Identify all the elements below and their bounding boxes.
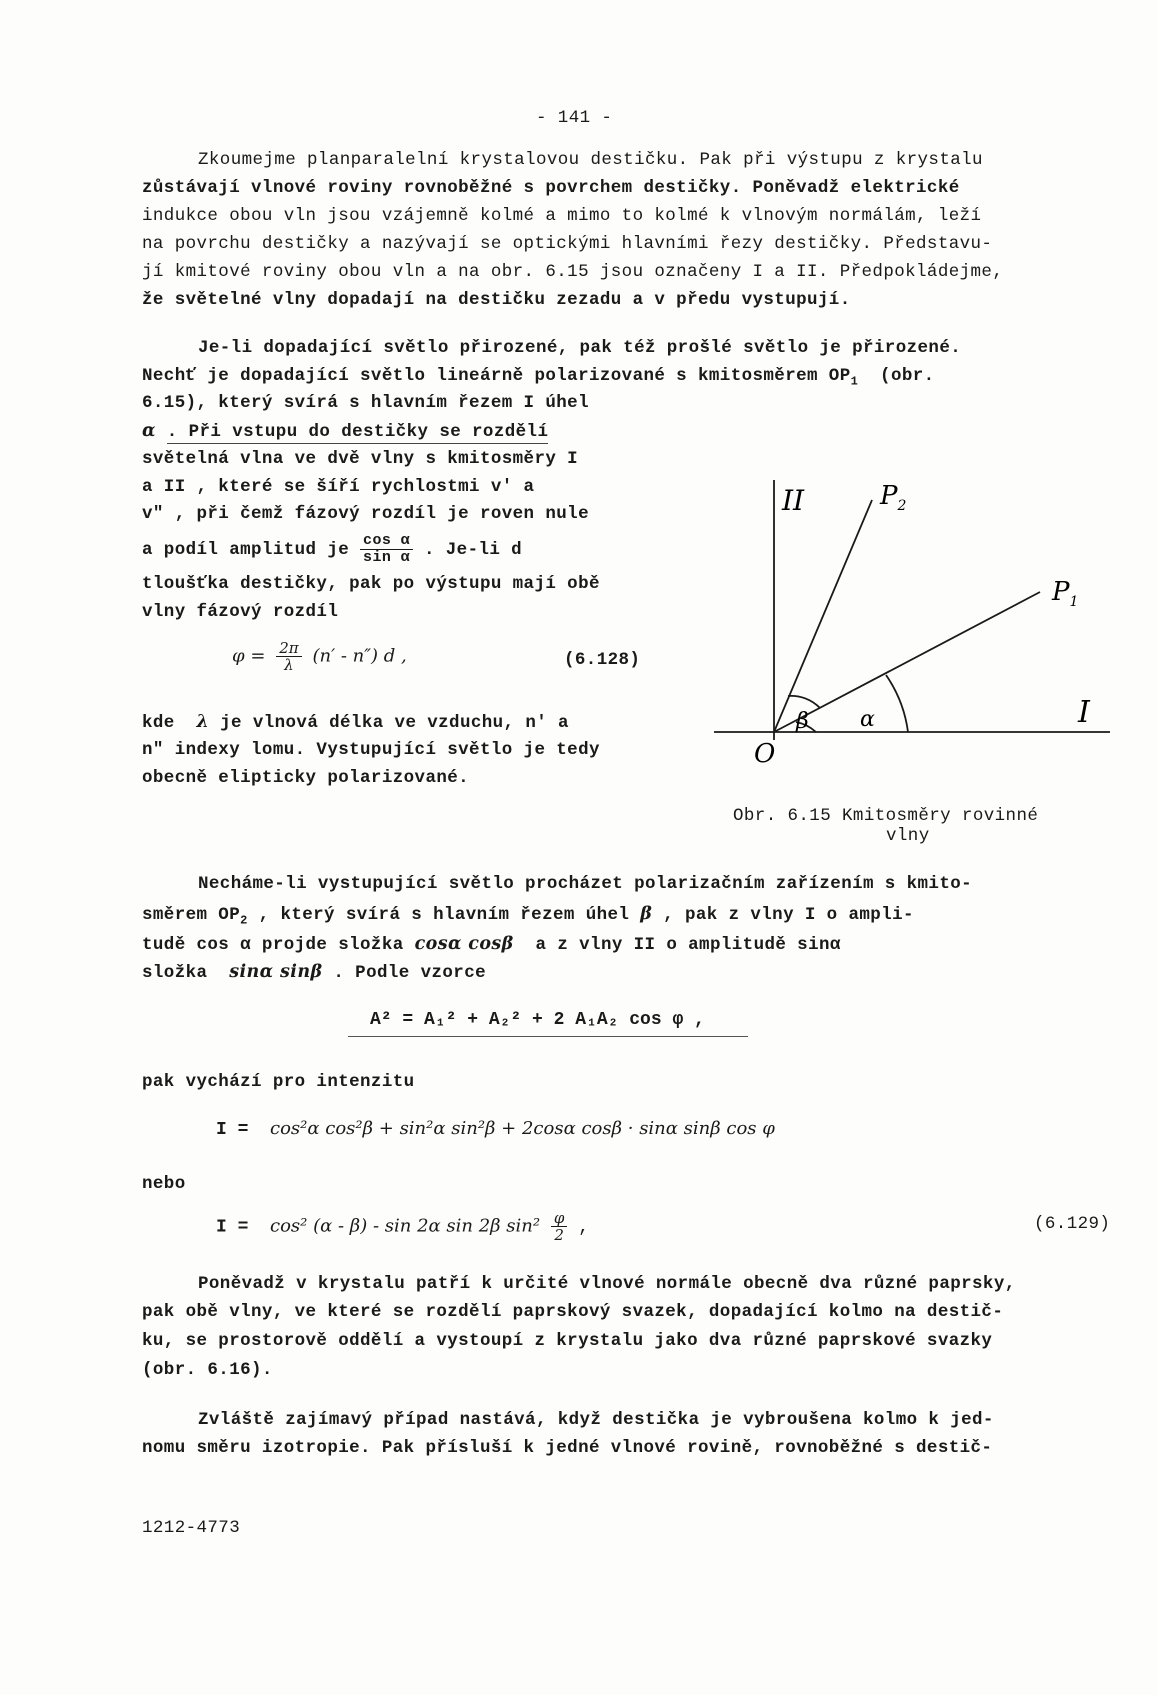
text-span: a z vlny II o amplitudě sinα [535,935,841,955]
fraction-numerator: cos α [360,533,413,550]
text-line: pak obě vlny, ve které se rozdělí paprskový svazek, dopadající kolmo na destič- [142,1302,1004,1322]
equation-lhs: I = [216,1217,249,1238]
text-line [142,904,914,928]
alpha-symbol: α [142,421,156,441]
fraction-numerator: φ [551,1210,568,1227]
text-line: na povrchu destičky a nazývají se optickými hlavními řezy destičky. Představu- [142,234,993,254]
text-line: Je-li dopadající světlo přirozené, pak též prošlé světlo je přirozené. [198,338,962,358]
equation-underline [348,1036,748,1037]
equation-tail: , [578,1217,590,1238]
alpha-arc [886,675,908,732]
equation-rhs: cos² (α - β) - sin 2α sin 2β sin² [270,1215,541,1237]
text-line: zůstávají vlnové roviny rovnoběžné s povrchem destičky. Poněvadž elektrické [142,178,960,198]
text-span: tudě cos α projde složka [142,935,404,955]
text-line [142,366,935,389]
text-span: (obr. [880,366,935,386]
label-beta: β [796,709,809,734]
text-span: složka [142,963,208,983]
text-line: a II , které se šíří rychlostmi v′ a [142,477,535,497]
text-line: Zvláště zajímavý případ nastává, když destička je vybroušena kolmo k jed- [198,1410,994,1430]
text-line [142,962,486,983]
beta-arc-outer [788,696,820,708]
page-number: - 141 - [536,108,613,128]
figure-caption: Obr. 6.15 Kmitosměry rovinné [733,806,1039,826]
text-span: . Je-li d [423,540,523,561]
equation-amplitude: A² = A₁² + A₂² + 2 A₁A₂ cos φ , [370,1010,705,1030]
text-span: směrem OP [142,905,241,925]
subscript: 1 [850,374,859,389]
text-span: je vlnová délka ve vzduchu, n′ a [220,713,569,733]
math-span: cosα cosβ [414,934,514,954]
ray-P2 [774,500,872,732]
text-line: pak vychází pro intenzitu [142,1072,415,1092]
text-line: ku, se prostorově oddělí a vystoupí z krystalu jako dva různé paprskové svazky [142,1331,993,1351]
equation-fraction [551,1210,568,1243]
amplitude-ratio-fraction [360,533,413,566]
label-P1: $P_1$ [1052,577,1079,610]
label-alpha: α [860,707,875,732]
math-span: sinα sinβ [229,962,323,982]
document-code: 1212-4773 [142,1518,241,1538]
label-I: I [1078,695,1090,730]
label-P2: $P_2$ [880,481,907,514]
equation-rhs: (n′ - n″) d , [312,645,407,667]
text-span: kde [142,713,175,733]
label-O: O [754,739,776,769]
text-line: (obr. 6.16). [142,1360,273,1380]
text-span: , pak z vlny I o ampli- [663,905,914,925]
text-span: a podíl amplitud je [142,540,350,561]
fraction-denominator: 2 [554,1226,564,1244]
text-line: nebo [142,1174,186,1194]
text-span: Nechť je dopadající světlo lineárně polarizované s kmitosměrem OP [142,366,851,386]
text-line [142,712,569,733]
ray-P1 [774,592,1040,732]
equation-6-128 [232,640,407,673]
text-line: v" , při čemž fázový rozdíl je roven nule [142,504,589,524]
text-line: 6.15), který svírá s hlavním řezem I úhel [142,393,589,413]
equation-lhs: I = [216,1120,249,1140]
beta-symbol: β [640,904,653,924]
text-line: vlny fázový rozdíl [142,602,339,622]
fraction-numerator: 2π [276,640,301,657]
equation-6-129 [216,1210,589,1243]
lambda-symbol: λ [196,712,210,732]
text-line: že světelné vlny dopadají na destičku zezadu a v předu vystupují. [142,290,851,310]
text-line [142,934,841,955]
equation-lhs: φ = [232,645,266,667]
fraction-denominator: sin α [363,549,411,566]
equation-label: (6.128) [564,650,641,670]
text-line [142,421,548,442]
equation-intensity [216,1118,775,1140]
text-span: , který svírá s hlavním řezem úhel [258,905,630,925]
text-line: indukce obou vln jsou vzájemně kolmé a mimo to kolmé k vlnovým normálám, leží [142,206,982,226]
text-line: nomu směru izotropie. Pak přísluší k jedné vlnové rovině, rovnoběžné s destič- [142,1438,993,1458]
text-line: Zkoumejme planparalelní krystalovou destičku. Pak při výstupu z krystalu [198,150,983,170]
text-span: . Podle vzorce [333,963,486,983]
text-line: světelná vlna ve dvě vlny s kmitosměry I [142,449,579,469]
text-span: . Při vstupu do destičky se rozdělí [166,422,549,442]
equation-fraction [276,640,301,673]
text-line: jí kmitové roviny obou vln a na obr. 6.15 jsou označeny I a II. Předpokládejme, [142,262,1004,282]
subscript: 2 [240,913,248,928]
text-line: tloušťka destičky, pak po výstupu mají obě [142,574,600,594]
figure-6-15 [700,460,1130,780]
figure-caption-cont: vlny [886,826,930,846]
text-line: obecně elipticky polarizované. [142,768,470,788]
text-line: Poněvadž v krystalu patří k určité vlnové normále obecně dva různé paprsky, [198,1274,1016,1294]
text-line [142,533,522,566]
equation-label: (6.129) [1034,1214,1111,1234]
text-line: Necháme-li vystupující světlo procházet polarizačním zařízením s kmito- [198,874,973,894]
equation-rhs: cos²α cos²β + sin²α sin²β + 2cosα cosβ · sinα sinβ cos φ [270,1118,775,1139]
text-line: n" indexy lomu. Vystupující světlo je tedy [142,740,600,760]
fraction-denominator: λ [284,656,294,674]
label-II: II [782,484,805,517]
